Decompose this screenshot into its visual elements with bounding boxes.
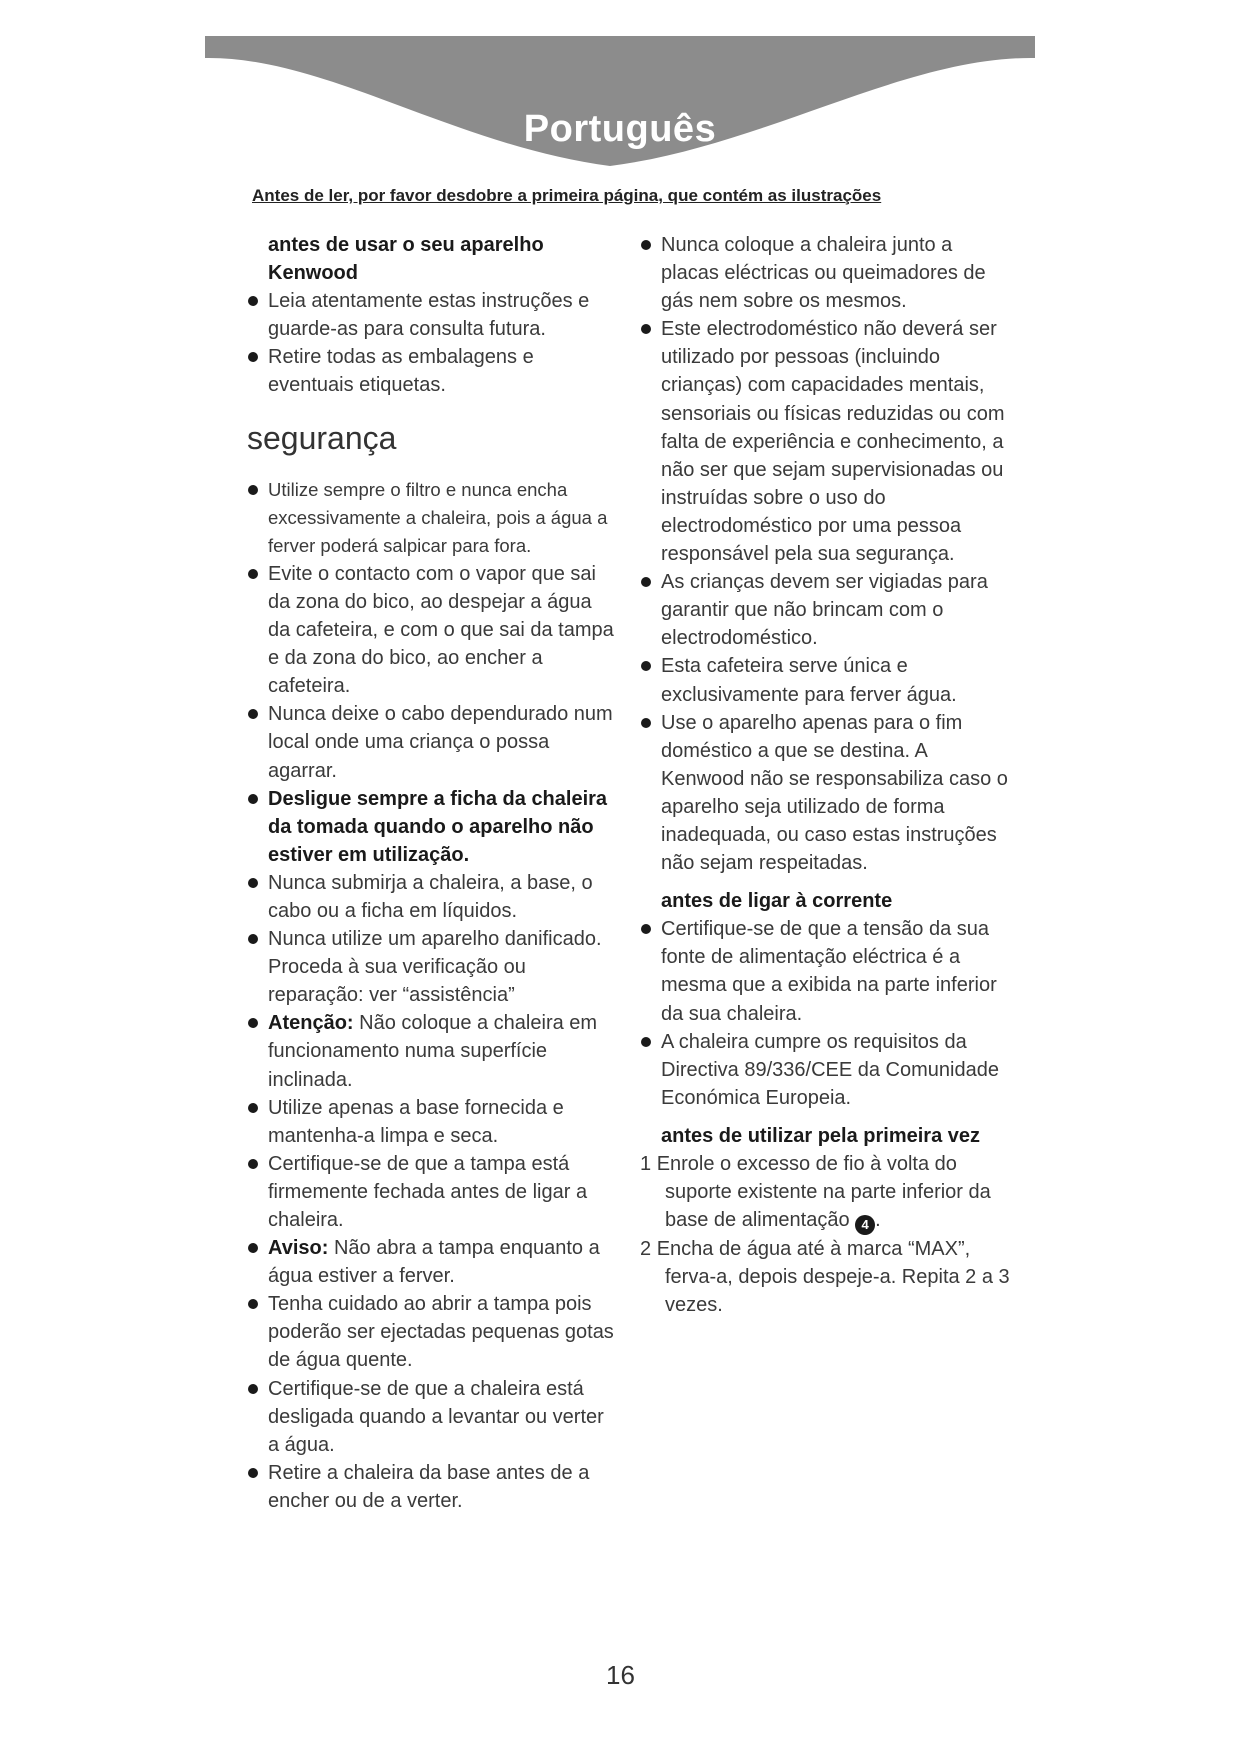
bullet-icon [248, 709, 258, 719]
bullet-icon [248, 794, 258, 804]
bullet-icon [248, 485, 258, 495]
bullet-icon [248, 878, 258, 888]
list-item: Certifique-se de que a tampa está firmemente fechada antes de ligar a chaleira. [247, 1150, 619, 1234]
list-item: Utilize sempre o filtro e nunca encha excessivamente a chaleira, pois a água a ferver poderá salpicar para fora. [247, 476, 619, 560]
bullet-icon [248, 1299, 258, 1309]
bullet-icon [248, 1243, 258, 1253]
step-number: 1 [640, 1153, 652, 1175]
list-item: Utilize apenas a base fornecida e mantenha-a limpa e seca. [247, 1094, 619, 1150]
list-item: Nunca submirja a chaleira, a base, o cabo ou a ficha em líquidos. [247, 869, 619, 925]
list-item: Este electrodoméstico não deverá ser utilizado por pessoas (incluindo crianças) com capacidades mentais, sensoriais ou físicas reduzidas ou com falta de experiência e conhecimento, a não ser que sejam supervisionadas ou instruídas sobre o uso do electrodoméstico por uma pessoa responsável pela sua segurança. [640, 315, 1010, 568]
bullet-icon [641, 661, 651, 671]
bullet-icon [248, 569, 258, 579]
list-item: Certifique-se de que a tensão da sua fonte de alimentação eléctrica é a mesma que a exibida na parte inferior da sua chaleira. [640, 915, 1010, 1027]
list-item: Aviso: Não abra a tampa enquanto a água estiver a ferver. [247, 1234, 619, 1290]
bullet-icon [641, 924, 651, 934]
list-item: Atenção: Não coloque a chaleira em funcionamento numa superfície inclinada. [247, 1009, 619, 1093]
warning-label: Aviso: [268, 1237, 329, 1260]
list-item: Nunca utilize um aparelho danificado. Proceda à sua verificação ou reparação: ver “assistência” [247, 925, 619, 1009]
bullet-icon [641, 718, 651, 728]
step-number: 2 [640, 1238, 652, 1261]
left-column [247, 231, 619, 1515]
fold-out-notice: Antes de ler, por favor desdobre a primeira página, que contém as ilustrações [252, 186, 882, 205]
bullet-icon [248, 1018, 258, 1028]
list-item: Nunca coloque a chaleira junto a placas eléctricas ou queimadores de gás nem sobre os mesmos. [640, 231, 1010, 315]
figure-ref-icon: 4 [855, 1215, 875, 1235]
list-item: Nunca deixe o cabo dependurado num local onde uma criança o possa agarrar. [247, 700, 619, 784]
attention-label: Atenção: [268, 1012, 354, 1035]
intro-heading: antes de usar o seu aparelho Kenwood [268, 234, 544, 285]
bullet-icon [248, 934, 258, 944]
first-use-heading: antes de utilizar pela primeira vez [661, 1124, 981, 1147]
step-item: 2 Encha de água até à marca “MAX”, ferva-a, depois despeje-a. Repita 2 a 3 vezes. [640, 1238, 1010, 1317]
bullet-icon [248, 1159, 258, 1169]
list-item: Use o aparelho apenas para o fim doméstico a que se destina. A Kenwood não se responsabiliza caso o aparelho seja utilizado de forma inadequada, ou caso estas instruções não sejam respeitadas. [640, 709, 1010, 878]
list-item: Tenha cuidado ao abrir a tampa pois poderão ser ejectadas pequenas gotas de água quente. [247, 1290, 619, 1374]
language-banner [205, 36, 1035, 206]
list-item: Retire todas as embalagens e eventuais etiquetas. [247, 343, 619, 399]
right-column [640, 231, 1010, 1319]
list-item: A chaleira cumpre os requisitos da Directiva 89/336/CEE da Comunidade Económica Europeia. [640, 1028, 1010, 1112]
bullet-icon [248, 1468, 258, 1478]
list-item: Retire a chaleira da base antes de a encher ou de a verter. [247, 1459, 619, 1515]
page-title: Português [523, 108, 717, 150]
bullet-icon [248, 1384, 258, 1394]
bullet-icon [248, 1103, 258, 1113]
section-title: segurança [247, 419, 397, 456]
list-item: Leia atentamente estas instruções e guarde-as para consulta futura. [247, 287, 619, 343]
bullet-icon [248, 352, 258, 362]
power-heading: antes de ligar à corrente [661, 890, 893, 913]
bullet-icon [641, 240, 651, 250]
list-item: Evite o contacto com o vapor que sai da zona do bico, ao despejar a água da cafeteira, e com o que sai da tampa e da zona do bico, ao encher a cafeteira. [247, 560, 619, 700]
list-item: Certifique-se de que a chaleira está desligada quando a levantar ou verter a água. [247, 1375, 619, 1459]
bullet-icon [641, 577, 651, 587]
bullet-icon [248, 296, 258, 306]
list-item: As crianças devem ser vigiadas para garantir que não brincam com o electrodoméstico. [640, 568, 1010, 652]
bullet-icon [641, 1037, 651, 1047]
list-item: Esta cafeteira serve única e exclusivamente para ferver água. [640, 652, 1010, 708]
page-number: 16 [606, 1660, 635, 1690]
bullet-icon [641, 324, 651, 334]
step-item: 1 Enrole o excesso de fio à volta do suporte existente na parte inferior da base de alimentação 4 . [640, 1150, 1010, 1235]
list-item: Desligue sempre a ficha da chaleira da tomada quando o aparelho não estiver em utilização. [247, 785, 619, 869]
